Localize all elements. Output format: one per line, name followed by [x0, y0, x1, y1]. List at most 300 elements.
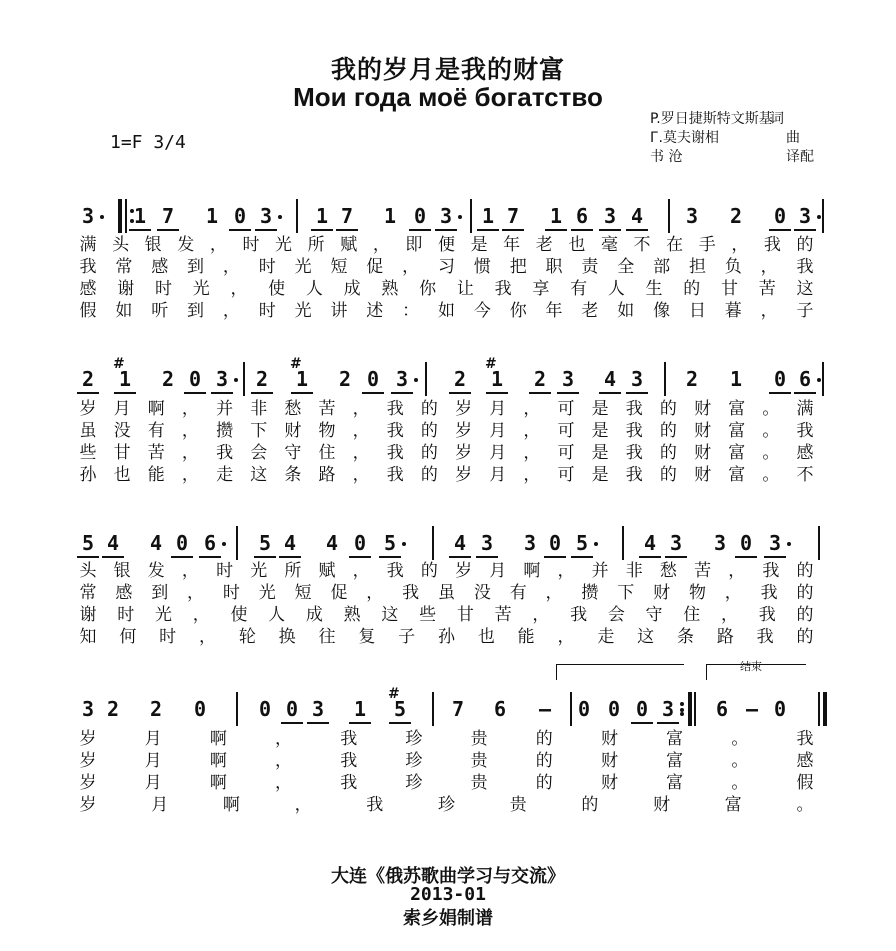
jianpu-note: 3 [561, 367, 575, 391]
lyric-char: 甘 [113, 443, 131, 463]
jianpu-note: 7 [340, 204, 354, 228]
lyric-char: 孙 [79, 465, 97, 485]
lyric-char: 可 [557, 399, 575, 419]
jianpu-note: 0 [413, 204, 427, 228]
barline [236, 526, 238, 560]
underline-beam [449, 392, 471, 394]
lyric-char: 的 [420, 465, 438, 485]
lyric-char: 像 [653, 301, 671, 321]
jianpu-note: 4 [325, 531, 339, 555]
underline-beam [129, 229, 151, 231]
barline [570, 692, 572, 726]
lyric-char: 部 [653, 257, 671, 277]
lyric-char: 会 [607, 605, 625, 625]
repeat-end-barline [688, 692, 692, 726]
underline-beam [769, 392, 791, 394]
jianpu-note: 3 [311, 697, 325, 721]
lyric-char: 富 [728, 465, 746, 485]
lyric-char: 虽 [79, 421, 97, 441]
lyric-char: 人 [607, 279, 625, 299]
lyric-char: ， [187, 583, 205, 603]
jianpu-note: 0 [773, 204, 787, 228]
lyric-char: 让 [456, 279, 474, 299]
jianpu-note: 0 [577, 697, 591, 721]
jianpu-note: 1 [205, 204, 219, 228]
lyric-char: 所 [307, 235, 325, 255]
lyric-char: 月 [151, 795, 169, 815]
lyric-char: ， [402, 257, 420, 277]
lyric-char: 听 [151, 301, 169, 321]
duration-dot [100, 215, 104, 219]
lyric-char: 使 [268, 279, 286, 299]
lyric-char: 月 [113, 399, 131, 419]
lyric-char: 啊 [209, 751, 227, 771]
lyric-char: 富 [728, 399, 746, 419]
duration-dot [278, 215, 282, 219]
jianpu-note: 2 [729, 204, 743, 228]
jianpu-note: 1 [118, 367, 132, 391]
barline [818, 526, 820, 560]
duration-dot [787, 542, 791, 546]
barline [432, 526, 434, 560]
lyric-char: ， [181, 443, 199, 463]
lyric-char: 是 [591, 399, 609, 419]
lyric-char: 是 [591, 443, 609, 463]
lyric-char: 珍 [405, 729, 423, 749]
underline-beam [254, 556, 276, 558]
lyric-char: 也 [568, 235, 586, 255]
underline-beam [379, 556, 401, 558]
barline [236, 692, 238, 726]
lyric-char: 惯 [473, 257, 491, 277]
lyric-char: 苦 [694, 561, 712, 581]
lyric-char: ， [557, 561, 575, 581]
jianpu-note: 0 [193, 697, 207, 721]
lyric-char: 。 [731, 729, 749, 749]
lyric-char: 不 [633, 235, 651, 255]
jianpu-note: 3 [395, 367, 409, 391]
jianpu-note: 3 [685, 204, 699, 228]
lyric-char: 没 [473, 583, 491, 603]
lyric-char: 子 [796, 301, 814, 321]
lyric-char: 我 [494, 279, 512, 299]
lyric-char: 富 [666, 751, 684, 771]
lyric-char: 我 [625, 399, 643, 419]
underline-beam [349, 722, 371, 724]
lyric-char: ， [532, 605, 550, 625]
lyric-char: ， [728, 561, 746, 581]
jianpu-note: 0 [353, 531, 367, 555]
jianpu-note: 4 [603, 367, 617, 391]
lyric-char: 时 [258, 301, 276, 321]
lyric-char: 光 [250, 561, 268, 581]
lyric-char: ， [352, 399, 370, 419]
underline-beam [281, 722, 303, 724]
lyric-char: 这 [796, 279, 814, 299]
lyric-char: 时 [258, 257, 276, 277]
lyric-char: 财 [600, 729, 618, 749]
lyric-char: 享 [532, 279, 550, 299]
lyric-char: 月 [144, 773, 162, 793]
lyric-char: 习 [438, 257, 455, 277]
underline-beam [571, 229, 593, 231]
jianpu-note: 2 [106, 697, 120, 721]
lyric-char: 财 [284, 421, 302, 441]
lyric-char: 发 [177, 235, 195, 255]
underline-beam [626, 229, 648, 231]
lyric-char: 虽 [438, 583, 455, 603]
lyric-char: 今 [473, 301, 491, 321]
lyric-char: 你 [419, 279, 437, 299]
lyric-char: ， [523, 443, 541, 463]
lyric-char: 促 [366, 257, 384, 277]
lyric-char: 我 [796, 729, 814, 749]
lyric-char: 的 [796, 627, 814, 647]
barline [425, 362, 427, 396]
lyric-char: 知 [79, 627, 97, 647]
lyric-char: 何 [119, 627, 137, 647]
barline [470, 199, 472, 233]
underline-beam [545, 229, 567, 231]
lyric-char: 光 [294, 301, 312, 321]
lyric-char: ： [402, 301, 420, 321]
lyric-char: 贵 [470, 773, 488, 793]
lyric-char: 假 [79, 301, 97, 321]
lyric-char: 我 [796, 421, 814, 441]
lyric-char: 担 [688, 257, 706, 277]
jianpu-note: 2 [149, 697, 163, 721]
jianpu-note: 0 [366, 367, 380, 391]
lyric-char: 的 [420, 443, 438, 463]
lyric-char: 的 [535, 729, 553, 749]
lyric-char: 人 [268, 605, 286, 625]
jianpu-note: 0 [285, 697, 299, 721]
duration-dot [817, 215, 821, 219]
lyric-char: 月 [489, 399, 507, 419]
underline-beam [199, 556, 221, 558]
lyric-char: 的 [659, 465, 677, 485]
lyric-char: 也 [477, 627, 495, 647]
sharp-sign: # [388, 686, 400, 702]
lyric-char: ， [523, 465, 541, 485]
jianpu-note: 3 [603, 204, 617, 228]
jianpu-note: 2 [338, 367, 352, 391]
lyric-char: 年 [503, 235, 521, 255]
lyric-char: 促 [330, 583, 348, 603]
volta-bracket-1-left [556, 664, 557, 680]
duration-dot [594, 542, 598, 546]
lyric-char: ， [760, 301, 778, 321]
jianpu-note: 7 [506, 204, 520, 228]
lyric-char: 的 [683, 279, 701, 299]
lyric-char: 复 [358, 627, 376, 647]
lyric-char: ， [181, 561, 199, 581]
lyric-char: 的 [420, 561, 438, 581]
barline [243, 362, 245, 396]
lyric-char: 银 [113, 561, 131, 581]
underline-beam [599, 229, 621, 231]
lyric-char: 财 [694, 465, 712, 485]
lyric-char: 苦 [758, 279, 776, 299]
lyric-char: 谢 [79, 605, 97, 625]
lyric-char: 时 [117, 605, 135, 625]
jianpu-note: 2 [81, 367, 95, 391]
underline-beam [114, 392, 136, 394]
lyric-char: 月 [489, 443, 507, 463]
lyric-char: 的 [659, 421, 677, 441]
lyric-char: 住 [318, 443, 336, 463]
underline-beam [409, 229, 431, 231]
lyric-char: 我 [756, 627, 774, 647]
lyric-char: 的 [581, 795, 599, 815]
lyric-char: 我 [796, 257, 814, 277]
jianpu-note: 3 [630, 367, 644, 391]
underline-beam [184, 392, 206, 394]
lyric-char: ， [352, 421, 370, 441]
jianpu-note: 5 [393, 697, 407, 721]
lyric-char: 是 [470, 235, 488, 255]
duration-dot [222, 542, 226, 546]
lyric-char: 岁 [79, 773, 97, 793]
underline-beam [657, 722, 679, 724]
barline [694, 692, 696, 726]
repeat-dot [680, 712, 684, 716]
lyric-char: 不 [796, 465, 814, 485]
lyric-char: 苦 [494, 605, 512, 625]
underline-beam [77, 392, 99, 394]
lyric-char: 赋 [318, 561, 336, 581]
jianpu-note: 3 [713, 531, 727, 555]
footer-date: 2013-01 [410, 884, 486, 905]
underline-beam [477, 229, 499, 231]
lyric-char: 感 [796, 751, 814, 771]
jianpu-note: 4 [643, 531, 657, 555]
credit-translator: 书 沧 译配 [650, 149, 814, 165]
jianpu-note: 0 [548, 531, 562, 555]
lyric-char: 短 [294, 583, 312, 603]
lyric-char: 人 [305, 279, 323, 299]
lyric-char: 我 [386, 421, 404, 441]
lyric-char: 住 [683, 605, 701, 625]
lyric-char: 非 [250, 399, 268, 419]
lyric-char: 时 [216, 561, 234, 581]
lyric-char: 是 [591, 465, 609, 485]
jianpu-note: 6 [715, 697, 729, 721]
key-signature: 1=F 3/4 [110, 132, 186, 153]
underline-beam [476, 556, 498, 558]
lyric-char: 我 [625, 465, 643, 485]
lyric-char: 富 [728, 421, 746, 441]
lyric-char: 光 [258, 583, 276, 603]
lyric-char: ， [181, 465, 199, 485]
underline-beam [251, 392, 273, 394]
duration-dot [402, 542, 406, 546]
lyric-char: 没 [113, 421, 131, 441]
lyric-char: 时 [159, 627, 177, 647]
lyric-char: 我 [760, 583, 778, 603]
jianpu-note: 1 [295, 367, 309, 391]
jianpu-note: 2 [453, 367, 467, 391]
lyric-char: 全 [617, 257, 635, 277]
lyric-char: 贵 [470, 729, 488, 749]
lyric-char: 守 [284, 443, 302, 463]
lyric-char: 负 [724, 257, 742, 277]
lyric-char: 发 [147, 561, 165, 581]
lyric-char: 攒 [216, 421, 234, 441]
lyric-char: 。 [796, 795, 814, 815]
lyric-char: 换 [278, 627, 296, 647]
lyric-char: 啊 [209, 729, 227, 749]
barline [668, 199, 670, 233]
jianpu-note: 1 [729, 367, 743, 391]
lyric-char: ， [181, 421, 199, 441]
barline [818, 692, 820, 726]
lyric-char: 岁 [455, 421, 473, 441]
lyric-char: 成 [305, 605, 323, 625]
lyric-char: 使 [230, 605, 248, 625]
lyric-char: ， [372, 235, 390, 255]
lyric-char: 日 [688, 301, 706, 321]
underline-beam [486, 392, 508, 394]
jianpu-note: 4 [453, 531, 467, 555]
lyric-char: ， [352, 465, 370, 485]
lyric-char: 光 [154, 605, 172, 625]
lyric-char: 银 [144, 235, 162, 255]
lyric-char: 会 [250, 443, 268, 463]
lyric-char: 财 [653, 583, 671, 603]
ending-label: 结束 [740, 660, 762, 673]
lyric-char: 讲 [330, 301, 348, 321]
footer-maker: 索乡娟制谱 [403, 908, 493, 929]
lyric-char: ， [724, 583, 742, 603]
lyric-char: 往 [318, 627, 336, 647]
lyric-char: 的 [796, 583, 814, 603]
repeat-dot [130, 219, 134, 223]
jianpu-note: 3 [215, 367, 229, 391]
jianpu-note: 5 [81, 531, 95, 555]
jianpu-note: 3 [439, 204, 453, 228]
lyric-char: ， [230, 279, 248, 299]
jianpu-note: 0 [607, 697, 621, 721]
lyric-char: ， [222, 301, 240, 321]
underline-beam [794, 229, 816, 231]
lyric-char: 把 [509, 257, 527, 277]
jianpu-note: 4 [630, 204, 644, 228]
credit-composer: Г.莫夫谢相 曲 [650, 130, 800, 146]
lyric-char: 富 [666, 773, 684, 793]
lyric-char: 珍 [405, 751, 423, 771]
lyric-char: 职 [545, 257, 563, 277]
duration-dot [458, 215, 462, 219]
lyric-char: 走 [597, 627, 615, 647]
lyric-char: 并 [591, 561, 609, 581]
lyric-char: 我 [340, 751, 358, 771]
jianpu-note: 1 [549, 204, 563, 228]
lyric-char: 责 [581, 257, 599, 277]
lyric-char: 财 [653, 795, 671, 815]
repeat-barline [118, 199, 122, 233]
lyric-char: 老 [535, 235, 553, 255]
jianpu-note: 7 [161, 204, 175, 228]
lyric-char: 守 [645, 605, 663, 625]
lyric-char: 能 [147, 465, 165, 485]
lyric-char: 轮 [238, 627, 256, 647]
jianpu-note: 0 [188, 367, 202, 391]
lyric-char: 。 [762, 399, 780, 419]
lyric-char: 这 [637, 627, 655, 647]
lyric-char: ， [181, 399, 199, 419]
duration-dot [234, 378, 238, 382]
lyric-char: 岁 [79, 795, 97, 815]
lyric-char: 岁 [79, 751, 97, 771]
lyric-char: 愁 [659, 561, 677, 581]
underline-beam [255, 229, 277, 231]
lyric-char: 条 [677, 627, 694, 647]
lyric-char: 常 [115, 257, 133, 277]
lyric-char: 月 [144, 751, 162, 771]
lyric-char: 岁 [455, 443, 473, 463]
underline-beam [362, 392, 384, 394]
lyric-char: 的 [796, 605, 814, 625]
lyric-char: 。 [731, 773, 749, 793]
jianpu-note: 0 [233, 204, 247, 228]
lyric-char: 如 [115, 301, 133, 321]
lyric-char: 即 [405, 235, 423, 255]
lyric-char: 我 [386, 399, 404, 419]
lyric-char: 些 [79, 443, 97, 463]
barline [664, 362, 666, 396]
lyric-char: 下 [250, 421, 268, 441]
lyric-char: 条 [284, 465, 302, 485]
lyric-char: ， [222, 257, 240, 277]
lyric-char: 我 [763, 235, 781, 255]
lyric-char: 。 [731, 751, 749, 771]
lyric-char: 生 [645, 279, 663, 299]
lyric-char: ， [557, 627, 575, 647]
lyric-char: 光 [275, 235, 293, 255]
lyric-char: 岁 [455, 561, 473, 581]
lyric-char: 头 [79, 561, 97, 581]
lyric-char: 的 [535, 751, 553, 771]
lyric-char: 到 [187, 301, 205, 321]
lyric-char: 有 [509, 583, 527, 603]
lyric-char: 贵 [509, 795, 527, 815]
jianpu-note: 3 [798, 204, 812, 228]
underline-beam [502, 229, 524, 231]
underline-beam [77, 556, 99, 558]
lyric-char: 啊 [222, 795, 240, 815]
footer-source: 大连《俄苏歌曲学习与交流》 [331, 866, 565, 887]
jianpu-note: 2 [533, 367, 547, 391]
underline-beam [449, 556, 471, 558]
lyric-char: 假 [796, 773, 814, 793]
lyric-char: 熟 [381, 279, 399, 299]
lyric-char: 手 [698, 235, 716, 255]
jianpu-note: 6 [575, 204, 589, 228]
lyric-char: 珍 [405, 773, 423, 793]
jianpu-note: 3 [768, 531, 782, 555]
lyric-char: 暮 [724, 301, 742, 321]
underline-beam [311, 229, 333, 231]
lyric-char: 的 [420, 399, 438, 419]
underline-beam [764, 556, 786, 558]
jianpu-note: 1 [490, 367, 504, 391]
lyric-char: 愁 [284, 399, 302, 419]
lyric-char: ， [352, 561, 370, 581]
lyric-char: 富 [728, 443, 746, 463]
lyric-char: 满 [796, 399, 814, 419]
lyric-char: 我 [758, 605, 776, 625]
